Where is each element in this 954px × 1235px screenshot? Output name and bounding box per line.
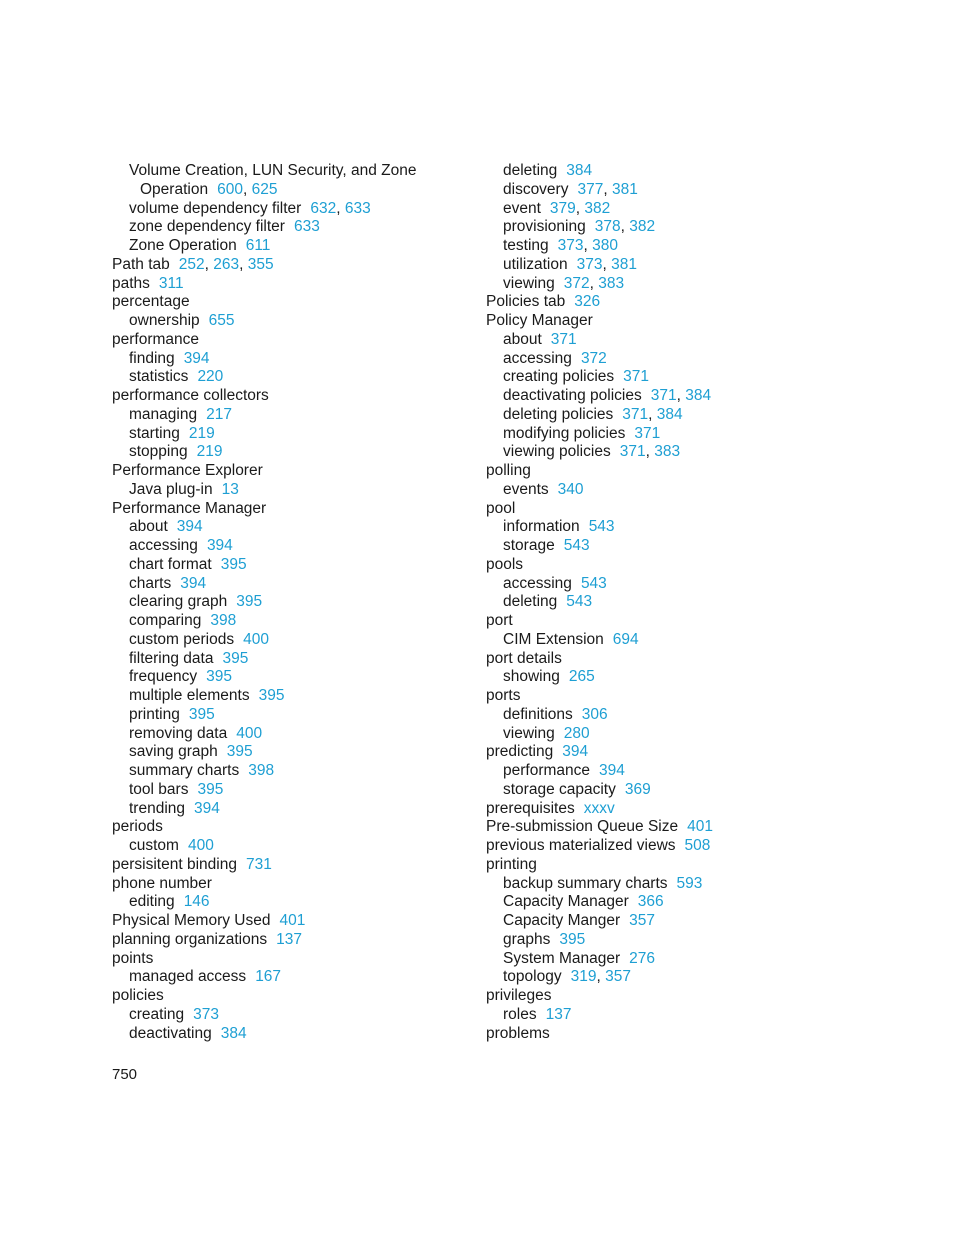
index-entry [486,856,713,875]
page-reference-link[interactable]: 394 [599,762,625,779]
index-term: events [503,480,549,498]
page-reference-link[interactable]: 381 [611,255,637,273]
index-subentry [486,912,713,931]
page-reference-link[interactable]: 340 [557,480,584,498]
index-subentry: testing 373, 380 [503,237,619,254]
page-reference-link[interactable]: 146 [183,893,210,911]
index-term: finding [129,349,175,367]
index-subentry [112,218,416,237]
index-term: Capacity Manager [503,893,629,911]
index-entry [112,987,416,1006]
index-column-left [112,162,416,1043]
index-subentry [112,668,416,687]
page-reference-link[interactable]: 319 [570,968,597,986]
index-entry [486,556,713,575]
index-subentry [486,706,713,725]
index-term: creating [129,1005,185,1023]
index-term: Policies tab [486,293,566,311]
index-term: clearing graph [129,593,228,611]
page-reference-link[interactable]: 401 [687,818,713,836]
index-entry [112,500,416,519]
index-subentry [486,1006,713,1025]
page-reference-link[interactable]: 383 [598,274,625,292]
index-subentry [112,743,416,762]
index-term: Policy Manager [486,312,593,329]
index-entry [112,387,416,406]
page-reference-link[interactable]: 395 [236,593,263,611]
index-subentry [486,331,713,350]
index-term: Pre-submission Queue Size [486,818,679,836]
index-term: custom [129,837,179,854]
index-entry: Path tab 252, 263, 355 [112,255,274,273]
page-reference-link[interactable]: 395 [559,930,586,948]
page-reference-link[interactable]: 378 [594,218,621,236]
index-term: storage [503,537,555,554]
index-term: deleting policies [503,405,614,423]
index-term: chart format [129,555,212,573]
index-subentry [112,537,416,556]
index-term: port [486,612,513,629]
index-term: deactivating policies [503,387,642,404]
index-subentry [112,406,416,425]
page-reference-link[interactable]: 394 [562,743,589,761]
page-reference-link[interactable]: 655 [208,312,235,329]
page-reference-link[interactable]: 265 [568,668,595,686]
index-term: removing data [129,724,228,742]
index-term: comparing [129,612,202,629]
index-term: planning organizations [112,930,268,948]
index-term: periods [112,818,163,836]
index-subentry [486,762,713,781]
page-reference-link[interactable]: 373 [576,255,603,273]
index-term: showing [503,668,560,686]
index-subentry [486,537,713,556]
index-subentry: viewing policies 371, 383 [503,443,681,461]
index-subentry [112,593,416,612]
index-subentry [112,518,416,537]
index-term: testing [503,237,549,254]
index-term: Zone Operation [129,237,237,254]
index-term: custom periods [129,630,235,648]
index-subentry [486,481,713,500]
page-reference-link[interactable]: 373 [193,1005,220,1023]
index-entry [486,462,713,481]
index-term: CIM Extension [503,630,604,648]
page-reference-link[interactable]: 543 [580,574,607,592]
index-subentry [112,612,416,631]
page-reference-link[interactable]: 384 [656,405,683,423]
page-reference-link[interactable]: 280 [563,724,590,742]
index-term: deleting [503,162,558,179]
page-reference-link[interactable]: 394 [194,799,220,817]
index-entry [486,743,713,762]
page-reference-link[interactable]: 398 [210,612,237,629]
index-subentry [112,631,416,650]
page-reference-link[interactable]: 311 [158,274,184,292]
index-term: editing [129,893,175,911]
page-reference-link[interactable]: 220 [197,368,224,386]
index-column-right [486,162,713,1043]
index-subentry [112,312,416,331]
page-reference-link[interactable]: 373 [557,237,584,254]
index-subentry: deactivating policies 371, 384 [503,387,712,404]
index-term: polling [486,462,531,479]
page-reference-link[interactable]: 383 [654,443,681,461]
index-subentry [112,762,416,781]
index-term: Path tab [112,255,170,273]
page-reference-link[interactable]: 593 [676,874,703,892]
index-entry [112,818,416,837]
page-reference-link[interactable]: 543 [563,537,590,554]
index-term: multiple elements [129,687,250,704]
index-term: starting [129,424,180,442]
index-term: topology [503,968,562,986]
index-term: prerequisites [486,799,575,817]
index-term: percentage [112,293,190,311]
index-subentry [112,800,416,819]
index-subentry [112,443,416,462]
index-subentry [112,687,416,706]
index-term: Physical Memory Used [112,912,271,929]
index-term: charts [129,574,172,592]
index-term: storage capacity [503,780,616,798]
page-reference-link[interactable]: 252 [178,255,205,273]
index-subentry [486,931,713,950]
index-subentry [486,425,713,444]
index-term: backup summary charts [503,874,668,892]
page-reference-link[interactable]: 371 [550,330,577,348]
page-reference-link[interactable]: 394 [176,518,203,536]
index-term: ownership [129,312,200,329]
index-entry [486,500,713,519]
index-term: previous materialized views [486,837,676,854]
index-term: Performance Manager [112,499,267,517]
index-term: deleting [503,593,558,611]
page-reference-link[interactable]: 217 [206,405,232,423]
index-entry [486,312,713,331]
page-reference-link[interactable]: 395 [222,649,249,667]
index-term: Capacity Manger [503,912,621,929]
index-term: frequency [129,668,198,686]
page-reference-link[interactable]: 632 [310,199,337,217]
index-term: filtering data [129,649,214,667]
index-subentry: viewing 372, 383 [503,274,625,292]
page-reference-link[interactable]: 543 [588,518,615,536]
index-subentry [486,950,713,969]
index-subentry [486,631,713,650]
index-term: about [129,518,168,536]
page-reference-link[interactable]: 395 [197,780,224,798]
page-reference-link[interactable]: 369 [624,780,651,798]
index-term: saving graph [129,743,218,761]
page-reference-link[interactable]: 379 [549,199,576,217]
index-entry [112,275,416,294]
index-term: predicting [486,743,554,761]
index-term: pools [486,555,524,573]
page-reference-link[interactable]: 219 [188,424,215,442]
index-subentry: event 379, 382 [503,199,611,217]
index-entry [486,687,713,706]
index-entry [486,987,713,1006]
index-subentry [486,875,713,894]
page-reference-link[interactable]: 366 [637,893,664,911]
page-reference-link[interactable]: 382 [584,199,611,217]
index-entry [112,912,416,931]
index-term: problems [486,1024,550,1042]
page-reference-link[interactable]: 633 [293,218,320,236]
index-term: managed access [129,968,247,986]
index-term: information [503,518,580,536]
page-reference-link[interactable]: 167 [255,968,282,986]
index-subentry [112,706,416,725]
page-reference-link[interactable]: 381 [611,180,638,198]
index-subentry [486,593,713,612]
index-subentry [486,162,713,181]
index-subentry: deleting policies 371, 384 [503,405,683,423]
page-reference-link[interactable]: 394 [180,574,207,592]
index-term: port details [486,649,562,667]
page-reference-link[interactable]: 377 [577,180,604,198]
page-reference-link[interactable]: 371 [634,424,661,442]
page-reference-link[interactable]: 371 [650,387,677,404]
index-entry [112,293,416,312]
index-entry [486,612,713,631]
page-reference-link[interactable]: 398 [248,762,275,779]
page-reference-link[interactable]: 384 [685,387,712,404]
page-reference-link[interactable]: 380 [592,237,619,254]
index-entry [486,1025,713,1044]
index-term: graphs [503,930,551,948]
index-entry [486,800,713,819]
page-reference-link[interactable]: 395 [226,743,253,761]
page-reference-link[interactable]: 276 [629,949,656,967]
index-subentry [112,968,416,987]
index-term: performance [112,330,200,348]
index-term: pool [486,499,516,517]
page-reference-link[interactable]: 355 [247,255,274,273]
index-subentry: provisioning 378, 382 [503,218,656,236]
index-term: points [112,949,154,967]
index-subentry [112,1025,416,1044]
index-term: modifying policies [503,424,626,442]
page-reference-link[interactable]: 306 [581,705,608,723]
page-reference-link[interactable]: 219 [196,443,223,461]
index-subentry [112,350,416,369]
page-reference-link[interactable]: 395 [258,687,285,704]
index-subentry [486,368,713,387]
index-term: viewing [503,724,555,742]
page-reference-link[interactable]: 394 [183,349,210,367]
index-term: ports [486,687,521,704]
index-entry [486,293,713,312]
page-reference-link[interactable]: 372 [580,349,607,367]
page-reference-link[interactable]: 357 [605,968,631,986]
index-subentry: discovery 377, 381 [503,180,638,198]
index-term: policies [112,987,164,1004]
index-term: performance [503,762,591,779]
index-term: Performance Explorer [112,462,263,479]
index-entry [112,331,416,350]
page-reference-link[interactable]: 382 [629,218,656,236]
page-reference-link[interactable]: 400 [236,724,263,742]
index-term: volume dependency filter [129,199,302,217]
page-reference-link[interactable]: xxxv [583,799,615,817]
page-reference-link[interactable]: 395 [206,668,232,686]
page-reference-link[interactable]: 508 [684,837,711,854]
index-term: creating policies [503,368,615,386]
page-reference-link[interactable]: 394 [206,537,233,554]
index-subentry [112,481,416,500]
page-reference-link[interactable]: 137 [545,1005,572,1023]
index-subentry [486,575,713,594]
index-term: about [503,330,542,348]
index-term: printing [129,705,180,723]
index-term: persisitent binding [112,855,237,873]
index-subentry [486,668,713,687]
page-reference-link[interactable]: 371 [623,368,650,386]
index-term: roles [503,1005,537,1023]
index-entry [112,931,416,950]
index-term: statistics [129,368,189,386]
index-term: managing [129,405,198,423]
page-reference-link[interactable]: 625 [251,180,278,198]
index-term: paths [112,274,150,292]
index-term: accessing [503,574,572,592]
index-term: discovery [503,180,569,198]
index-subentry [112,237,416,256]
page-reference-link[interactable]: 371 [619,443,646,461]
index-entry [486,650,713,669]
index-entry [486,837,713,856]
page-reference-link[interactable]: 372 [563,274,590,292]
index-term: accessing [503,349,572,367]
index-subentry: utilization 373, 381 [503,255,637,273]
index-term: Operation [140,180,209,198]
index-term: event [503,199,541,217]
index-term: provisioning [503,218,586,236]
index-term: accessing [129,537,198,554]
index-subentry [112,650,416,669]
index-term: viewing policies [503,443,611,461]
index-term: Java plug-in [129,480,213,498]
page-reference-link[interactable]: 357 [629,912,656,929]
index-entry [112,875,416,894]
page-reference-link[interactable]: 401 [279,912,306,929]
page-reference-link[interactable]: 731 [245,855,272,873]
index-subentry [486,781,713,800]
index-term: Volume Creation, LUN Security, and Zone [129,162,417,179]
index-entry [112,856,416,875]
index-term: printing [486,855,537,873]
index-term: definitions [503,705,573,723]
page-reference-link[interactable]: 137 [276,930,302,948]
page-reference-link[interactable]: 263 [213,255,240,273]
index-subentry: topology 319, 357 [503,968,631,986]
index-term: phone number [112,874,212,892]
index-term: summary charts [129,762,240,779]
index-entry [486,818,713,837]
page-reference-link[interactable]: 395 [188,705,215,723]
index-subentry [112,725,416,744]
index-subentry: Operation 600, 625 [140,180,278,198]
index-term: stopping [129,443,188,461]
index-term: zone dependency filter [129,218,285,236]
page-reference-link[interactable]: 371 [622,405,649,423]
index-subentry [486,518,713,537]
index-term: tool bars [129,780,189,798]
index-subentry [112,425,416,444]
page-reference-link[interactable]: 384 [220,1024,247,1042]
page-reference-link[interactable]: 384 [566,162,593,179]
page-reference-link[interactable]: 694 [612,630,639,648]
page-reference-link[interactable]: 13 [221,480,239,498]
index-subentry [112,368,416,387]
page-reference-link[interactable]: 611 [245,237,271,254]
index-term: System Manager [503,949,621,967]
index-subentry: volume dependency filter 632, 633 [129,199,371,217]
index-term: trending [129,799,186,817]
index-subentry [112,575,416,594]
index-term: utilization [503,255,568,273]
index-entry [112,950,416,969]
index-subentry [486,350,713,369]
index-term: viewing [503,274,555,292]
index-term: performance collectors [112,387,269,404]
index-subentry [112,893,416,912]
index-subentry [112,1006,416,1025]
index-term: privileges [486,987,552,1004]
index-entry [112,462,416,481]
page-reference-link[interactable]: 600 [217,180,243,198]
index-subentry [112,781,416,800]
page-reference-link[interactable]: 400 [187,837,214,854]
index-subentry [486,893,713,912]
index-subentry [112,837,416,856]
index-subentry [112,556,416,575]
page-reference-link[interactable]: 543 [566,593,593,611]
page-number: 750 [112,1066,138,1083]
page-reference-link[interactable]: 400 [243,630,269,648]
page-reference-link[interactable]: 633 [344,199,371,217]
page-reference-link[interactable]: 395 [220,555,247,573]
index-subentry [112,162,416,181]
index-subentry [486,725,713,744]
index-term: deactivating [129,1024,212,1042]
page-reference-link[interactable]: 326 [574,293,601,311]
